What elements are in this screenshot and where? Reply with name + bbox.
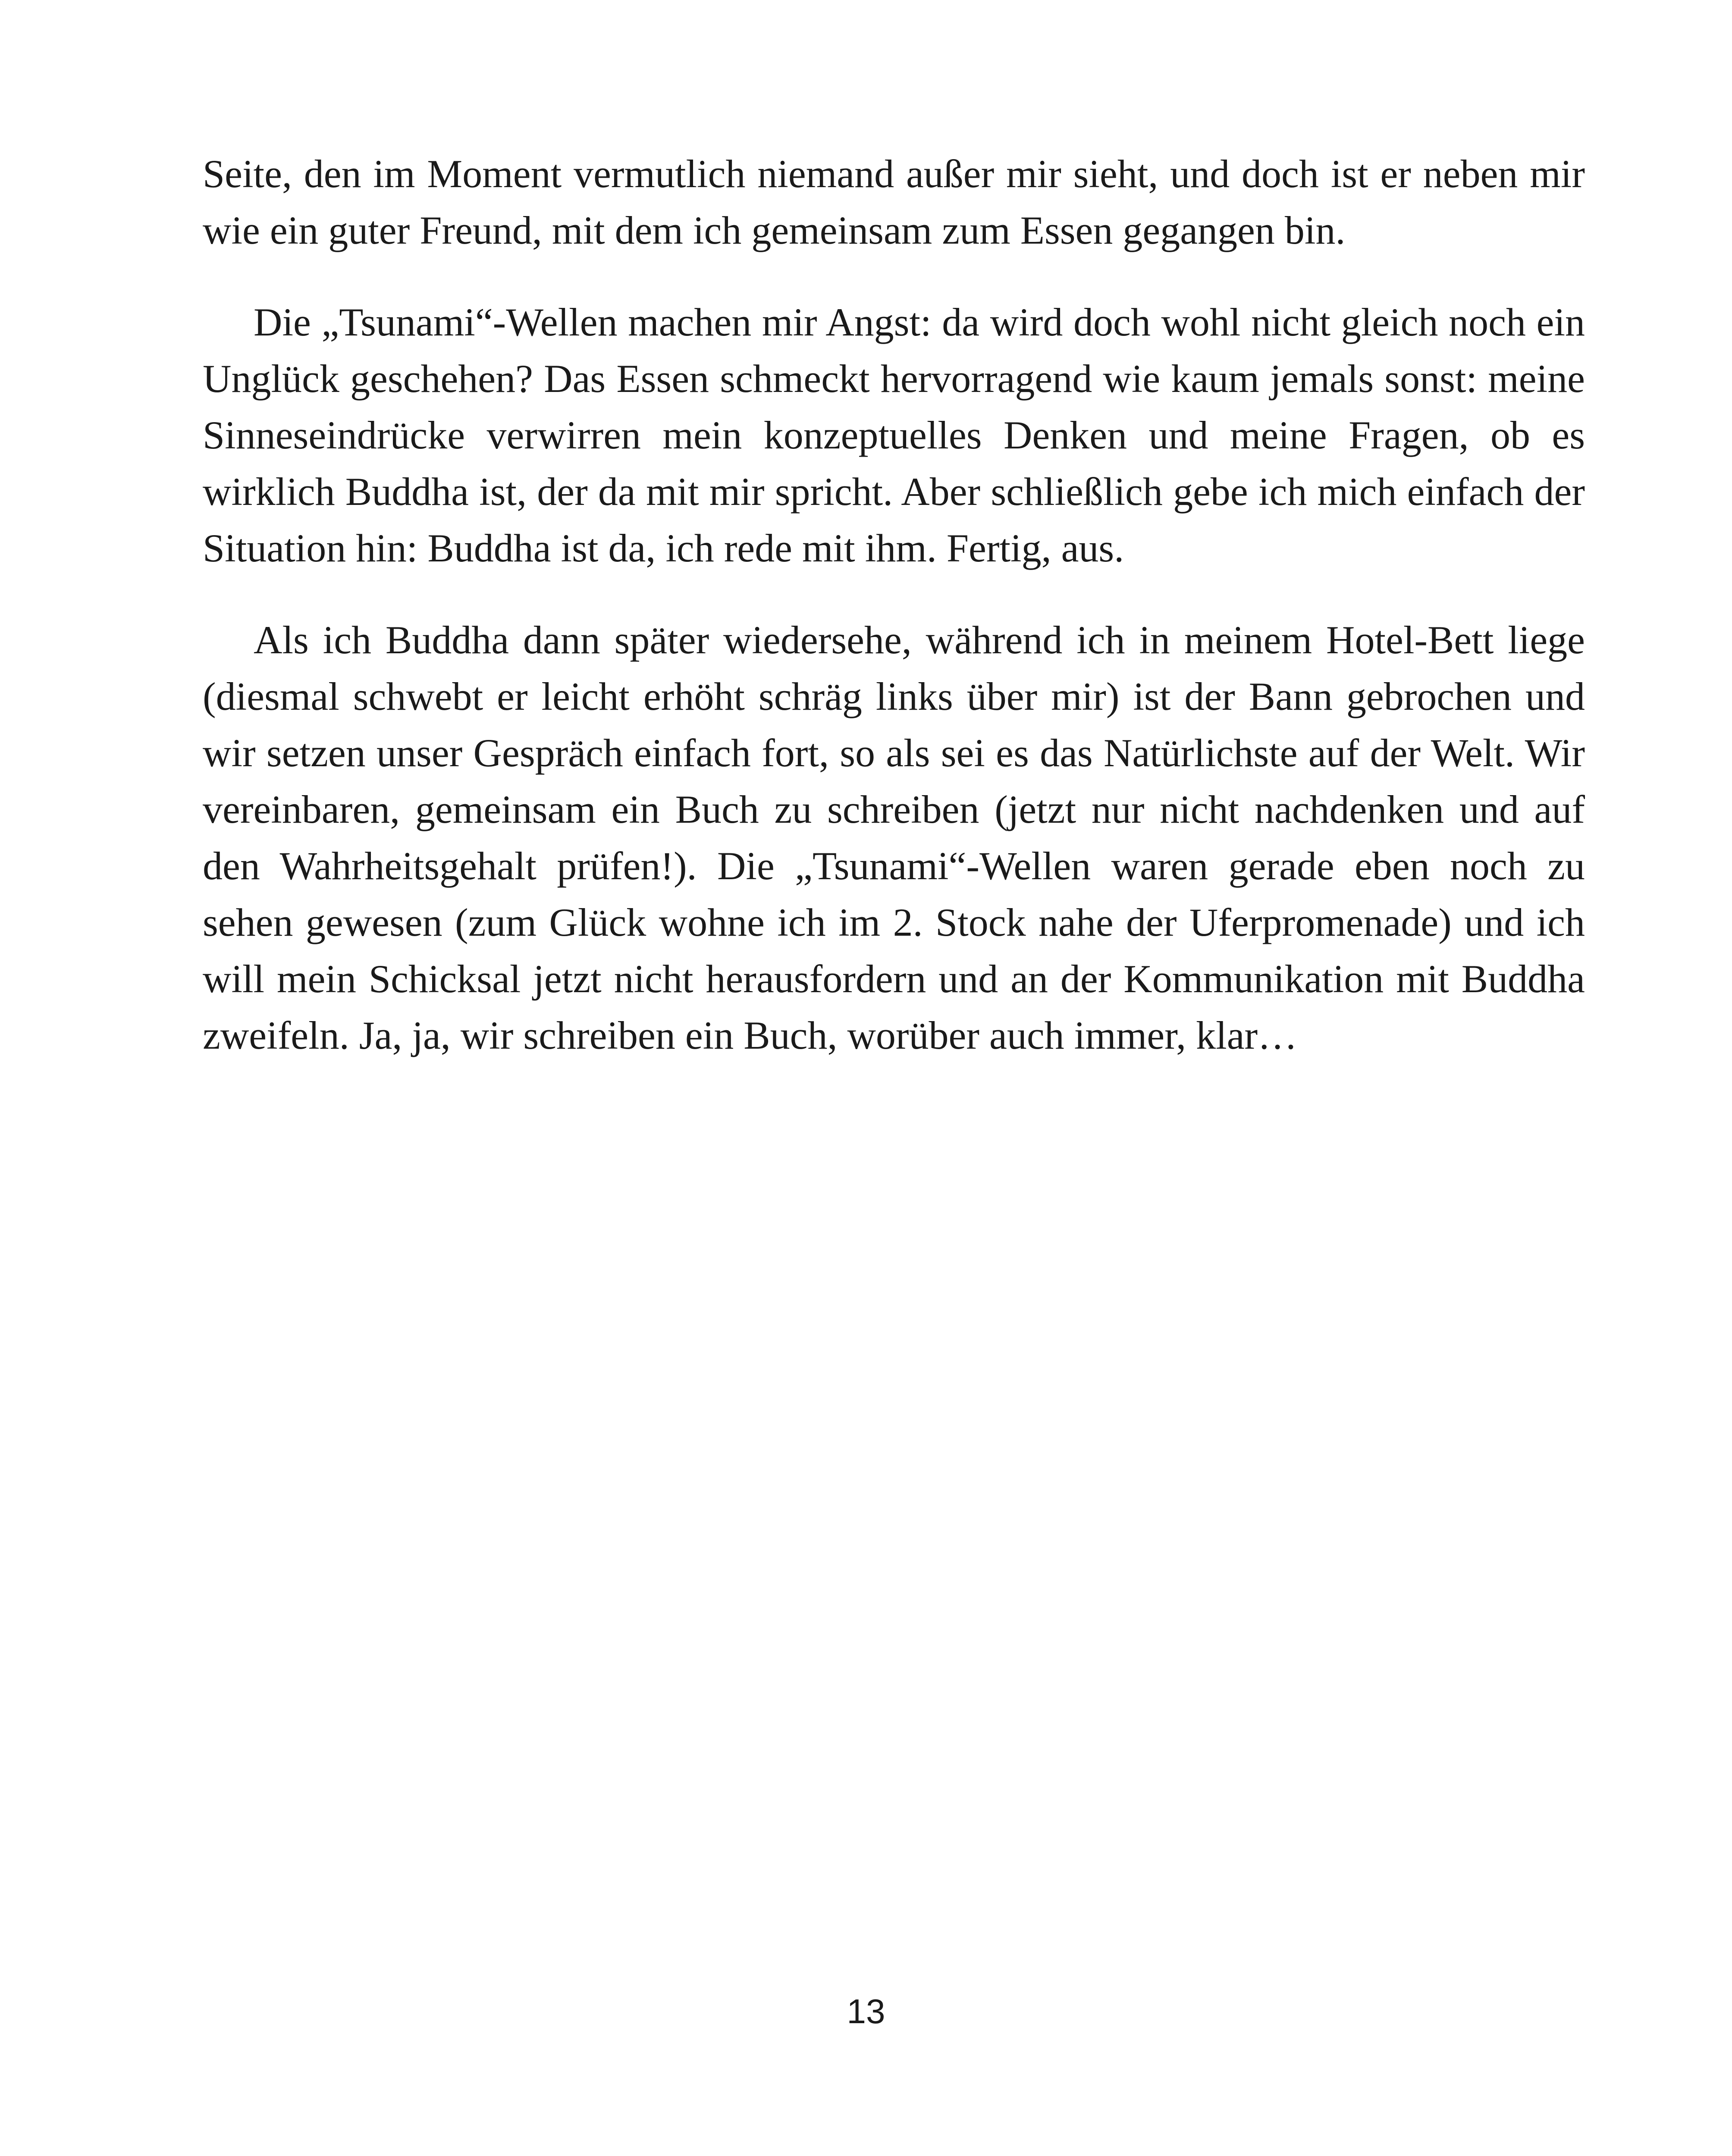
- paragraph-3: Als ich Buddha dann später wiedersehe, während ich in meinem Hotel-Bett liege (diesmal schwebt er leicht erhöht schräg links über mir) ist der Bann gebrochen und wir setzen unser Gespräch einfach fort, so als sei es das Natürlichste auf der Welt. Wir vereinbaren, gemeinsam ein Buch zu schreiben (jetzt nur nicht nachdenken und auf den Wahrheitsgehalt prüfen!). Die „Tsunami“-Wellen waren gerade eben noch zu sehen gewesen (zum Glück wohne ich im 2. Stock nahe der Uferpromenade) und ich will mein Schicksal jetzt nicht herausfordern und an der Kommunikation mit Buddha zweifeln. Ja, ja, wir schreiben ein Buch, worüber auch immer, klar…: [203, 618, 1585, 1057]
- page-number: 13: [847, 1992, 885, 2031]
- paragraph-1: Seite, den im Moment vermutlich niemand außer mir sieht, und doch ist er neben mir wie ein guter Freund, mit dem ich gemeinsam zum Essen gegangen bin.: [203, 152, 1585, 252]
- body-text: [203, 146, 1585, 1064]
- paragraph-2: Die „Tsunami“-Wellen machen mir Angst: da wird doch wohl nicht gleich noch ein Unglück geschehen? Das Essen schmeckt hervorragend wie kaum jemals sonst: meine Sinneseindrücke verwirren mein konzeptuelles Denken und meine Fragen, ob es wirklich Buddha ist, der da mit mir spricht. Aber schließlich gebe ich mich einfach der Situation hin: Buddha ist da, ich rede mit ihm. Fertig, aus.: [203, 300, 1585, 570]
